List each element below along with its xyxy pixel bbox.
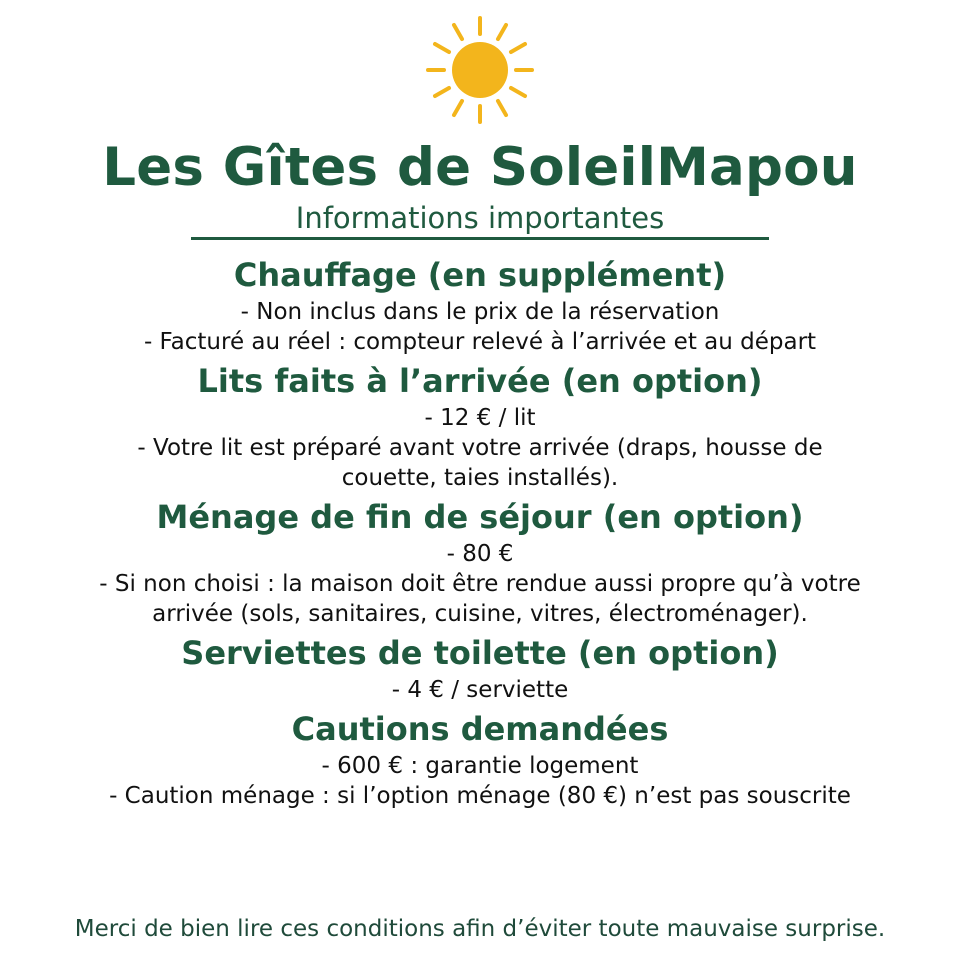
section-heading: Cautions demandées: [291, 710, 669, 748]
brand-title: Les Gîtes de SoleilMapou: [102, 137, 858, 198]
section-towels: [0, 631, 960, 705]
footer-note: Merci de bien lire ces conditions afin d’éviter toute mauvaise surprise.: [74, 916, 886, 942]
section-heading: Ménage de fin de séjour (en option): [156, 498, 804, 536]
section-line: - Votre lit est préparé avant votre arrivée (draps, housse de couette, taies installés).: [137, 435, 823, 491]
section-line: - Facturé au réel : compteur relevé à l’arrivée et au départ: [143, 329, 817, 355]
section-line: - Caution ménage : si l’option ménage (80 €) n’est pas souscrite: [109, 783, 851, 809]
subtitle-underline: [191, 237, 769, 240]
section-beds: [0, 359, 960, 493]
section-line: - 12 € / lit: [424, 405, 536, 431]
section-deposits: [0, 707, 960, 811]
section-heading: Serviettes de toilette (en option): [181, 634, 779, 672]
section-line: - Si non choisi : la maison doit être rendue aussi propre qu’à votre arrivée (sols, sanitaires, cuisine, vitres, électroménager).: [99, 571, 861, 627]
section-heating: [0, 253, 960, 357]
section-line: - 80 €: [446, 541, 514, 567]
sun-icon: [424, 14, 536, 126]
section-line: - Non inclus dans le prix de la réservation: [240, 299, 720, 325]
section-line: - 4 € / serviette: [391, 677, 569, 703]
section-cleaning: [0, 495, 960, 629]
page-subtitle: Informations importantes: [295, 201, 665, 235]
section-heading: Lits faits à l’arrivée (en option): [197, 362, 763, 400]
info-content: [0, 253, 960, 811]
section-line: - 600 € : garantie logement: [321, 753, 639, 779]
section-heading: Chauffage (en supplément): [233, 256, 727, 294]
